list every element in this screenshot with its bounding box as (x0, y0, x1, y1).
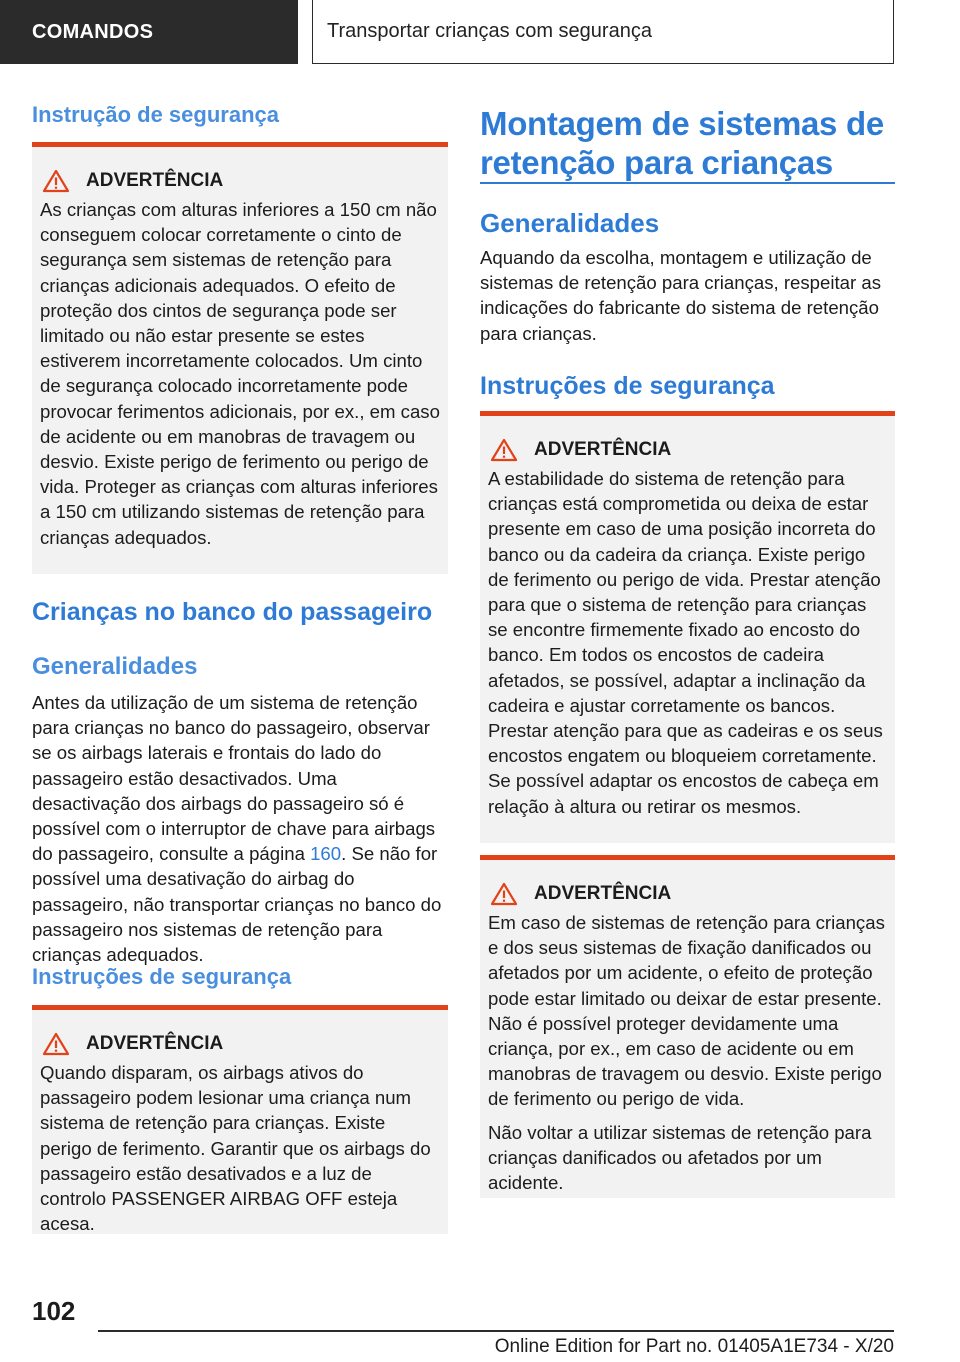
warning-text: Quando disparam, os airbags ativos do passageiro podem lesionar uma criança num sistema de retenção para crianças. Existe perigo de ferimento. Garantir que os airbags do passageiro estão desativados e a luz de controlo PASSENGER AIRBAG OFF esteja acesa. (40, 1062, 431, 1235)
chapter-title: Transportar crianças com segurança (327, 20, 652, 42)
warning-label: ADVERTÊNCIA (86, 1033, 224, 1054)
warning-title (488, 882, 887, 906)
chapter-title-box (312, 0, 894, 64)
warning-text: A estabilidade do sistema de retenção para crianças está comprometida ou deixa de estar presente em caso de uma posição incorreta do banco ou da cadeira da criança. Existe perigo de ferimento ou perigo de vida. Prestar atenção para que o sistema de retenção para crianças se encontre firmemente fixado ao encosto do banco. Em todos os encostos de cadeira afetados, se possível, adaptar a inclinação da cadeira e ajustar corretamente os bancos. Prestar atenção para que as cadeiras e os seus encostos engatem ou bloqueiem corretamente. Se possível adaptar os encostos de cabeça em relação à altura ou retirar os mesmos. (488, 468, 883, 817)
section-tab (0, 0, 298, 64)
warning-text: As crianças com alturas inferiores a 150 cm não conseguem colocar corretamente o cinto de segurança sem sistemas de retenção para crianças adicionais adequados. O efeito de proteção dos cintos de segurança pode ser limitado ou não estar presente se estes estiverem incorretamente colocados. Um cinto de segurança colocado incorretamente pode provocar ferimentos adicionais, por ex., em caso de acidente ou em manobras de travagem ou desvio. Existe perigo de ferimento ou perigo de vida. Proteger as crianças com alturas inferiores a 150 cm utilizando sistemas de retenção para crianças adequados. (40, 199, 440, 548)
warning-text: Em caso de sistemas de retenção para crianças e dos seus sistemas de fixação danificados ou afetados por um acidente, o efeito de proteção pode estar limitado ou deixar de estar presente. Não é possível proteger devidamente uma criança, por ex., em caso de acidente ou em manobras de travagem ou desvio. Existe perigo de ferimento ou perigo de vida. (488, 912, 885, 1110)
warning-box (480, 411, 895, 843)
page-link[interactable]: 160 (310, 843, 342, 865)
warning-triangle-icon (42, 169, 70, 193)
instructions-heading: Instruções de segurança (32, 964, 292, 989)
instructions-heading: Instruções de segurança (480, 372, 775, 400)
general-text-part2: . Se não for possível uma desativação do airbag do passageiro, não transportar crianças no banco do passageiro nos sistemas de retenção para crianças adequados. (32, 843, 442, 966)
heading-rule (480, 182, 895, 184)
warning-title (40, 1032, 440, 1056)
warning-box (32, 142, 448, 574)
warning-box (32, 1005, 448, 1234)
warning-triangle-icon (42, 1032, 70, 1056)
warning-triangle-icon (490, 882, 518, 906)
warning-title (40, 169, 440, 193)
general-heading: Generalidades (480, 208, 660, 238)
warning-box (480, 855, 895, 1198)
edition-text: Online Edition for Part no. 01405A1E734 - X/20 (494, 1336, 894, 1357)
warning-label: ADVERTÊNCIA (534, 439, 672, 460)
footer-rule (98, 1330, 894, 1332)
warning-title (488, 438, 887, 462)
general-text-part1: Antes da utilização de um sistema de retenção para crianças no banco do passageiro, observar se os airbags laterais e frontais do lado do passageiro estão desactivados. Uma desactivação dos airbags do passageiro só é possível com o interruptor de chave para airbags do passageiro, consulte a página (32, 692, 436, 865)
page-number: 102 (32, 1296, 76, 1326)
section-label: COMANDOS (32, 20, 154, 43)
warning-label: ADVERTÊNCIA (534, 883, 672, 904)
safety-heading: Instrução de segurança (32, 102, 279, 127)
main-heading: Montagem de sistemas de retenção para crianças (480, 105, 884, 181)
general-text (32, 690, 448, 967)
passenger-heading: Crianças no banco do passageiro (32, 598, 433, 626)
warning-text-2: Não voltar a utilizar sistemas de retenção para crianças danificados ou afetados por um acidente. (488, 1121, 872, 1194)
general-heading: Generalidades (32, 653, 198, 680)
general-text: Aquando da escolha, montagem e utilização de sistemas de retenção para crianças, respeitar as indicações do fabricante do sistema de retenção para crianças. (480, 247, 881, 344)
warning-label: ADVERTÊNCIA (86, 170, 224, 191)
warning-triangle-icon (490, 438, 518, 462)
